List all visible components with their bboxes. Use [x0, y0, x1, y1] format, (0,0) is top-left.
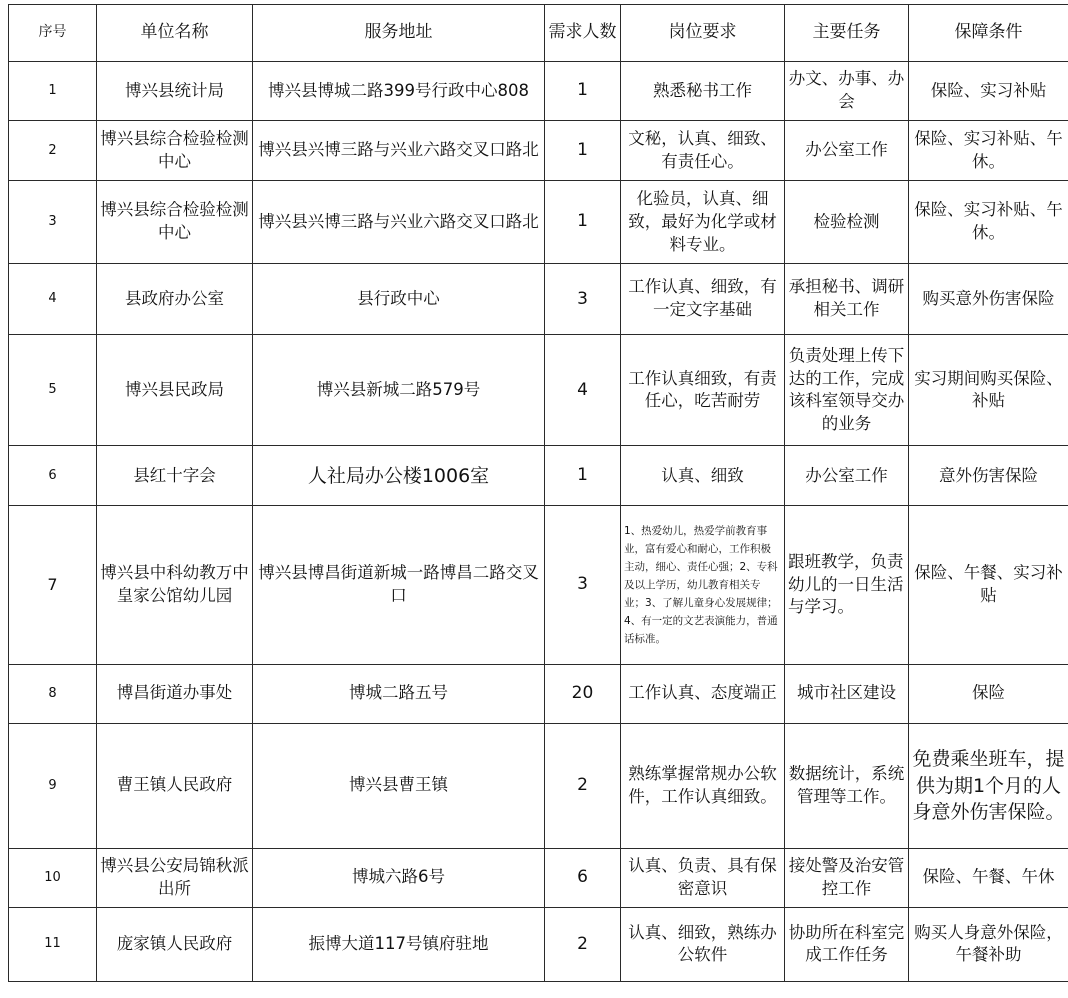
- cell-count: 2: [545, 723, 621, 848]
- cell-address: 博兴县兴博三路与兴业六路交叉口路北: [253, 181, 545, 264]
- cell-no: 9: [9, 723, 97, 848]
- cell-unit: 博兴县中科幼教万中皇家公馆幼儿园: [97, 506, 253, 664]
- cell-no: 4: [9, 264, 97, 335]
- cell-unit: 博兴县综合检验检测中心: [97, 121, 253, 181]
- cell-no: 5: [9, 335, 97, 446]
- cell-unit: 县政府办公室: [97, 264, 253, 335]
- cell-unit: 博兴县统计局: [97, 62, 253, 121]
- cell-benefit: 免费乘坐班车，提供为期1个月的人身意外伤害保险。: [909, 723, 1068, 848]
- cell-task: 办文、办事、办会: [785, 62, 909, 121]
- cell-requirement: 工作认真细致，有责任心，吃苦耐劳: [621, 335, 785, 446]
- table-row: [9, 121, 1068, 181]
- cell-benefit: 意外伤害保险: [909, 446, 1068, 506]
- cell-unit: 博昌街道办事处: [97, 664, 253, 723]
- cell-benefit: 购买人身意外保险，午餐补助: [909, 907, 1068, 981]
- cell-requirement: 认真、细致，熟练办公软件: [621, 907, 785, 981]
- table-row: [9, 181, 1068, 264]
- cell-benefit: 保险、实习补贴、午休。: [909, 121, 1068, 181]
- table-row: [9, 264, 1068, 335]
- cell-count: 20: [545, 664, 621, 723]
- cell-address: 博兴县曹王镇: [253, 723, 545, 848]
- cell-address: 博兴县博城二路399号行政中心808: [253, 62, 545, 121]
- cell-requirement: 熟练掌握常规办公软件，工作认真细致。: [621, 723, 785, 848]
- cell-task: 检验检测: [785, 181, 909, 264]
- cell-address: 县行政中心: [253, 264, 545, 335]
- cell-task: 数据统计，系统管理等工作。: [785, 723, 909, 848]
- cell-requirement: 化验员，认真、细致，最好为化学或材料专业。: [621, 181, 785, 264]
- cell-benefit: 保险、实习补贴: [909, 62, 1068, 121]
- header-address: 服务地址: [253, 5, 545, 62]
- header-count: 需求人数: [545, 5, 621, 62]
- header-requirement: 岗位要求: [621, 5, 785, 62]
- cell-count: 3: [545, 264, 621, 335]
- cell-address: 人社局办公楼1006室: [253, 446, 545, 506]
- table-row: [9, 848, 1068, 907]
- cell-count: 6: [545, 848, 621, 907]
- header-benefit: 保障条件: [909, 5, 1068, 62]
- table-row: [9, 62, 1068, 121]
- cell-benefit: 购买意外伤害保险: [909, 264, 1068, 335]
- cell-task: 办公室工作: [785, 446, 909, 506]
- cell-no: 10: [9, 848, 97, 907]
- cell-unit: 博兴县公安局锦秋派出所: [97, 848, 253, 907]
- cell-unit: 博兴县综合检验检测中心: [97, 181, 253, 264]
- cell-benefit: 保险、实习补贴、午休。: [909, 181, 1068, 264]
- cell-requirement: 熟悉秘书工作: [621, 62, 785, 121]
- cell-requirement: 1、热爱幼儿，热爱学前教育事业，富有爱心和耐心，工作积极主动，细心、责任心强；2、专科及以上学历，幼儿教育相关专业；3、了解儿童身心发展规律；4、有一定的文艺表演能力，普通话标准。: [621, 506, 785, 664]
- cell-benefit: 实习期间购买保险、补贴: [909, 335, 1068, 446]
- table-header-row: [9, 5, 1068, 62]
- cell-unit: 庞家镇人民政府: [97, 907, 253, 981]
- cell-count: 1: [545, 181, 621, 264]
- table-row: [9, 907, 1068, 981]
- cell-address: 振博大道117号镇府驻地: [253, 907, 545, 981]
- header-task: 主要任务: [785, 5, 909, 62]
- cell-count: 1: [545, 62, 621, 121]
- cell-requirement: 文秘，认真、细致、有责任心。: [621, 121, 785, 181]
- cell-count: 2: [545, 907, 621, 981]
- cell-requirement: 认真、细致: [621, 446, 785, 506]
- header-no: 序号: [9, 5, 97, 62]
- cell-count: 4: [545, 335, 621, 446]
- cell-address: 博城六路6号: [253, 848, 545, 907]
- internship-positions-table: [8, 4, 1068, 982]
- table-row: [9, 446, 1068, 506]
- cell-no: 6: [9, 446, 97, 506]
- cell-benefit: 保险、午餐、午休: [909, 848, 1068, 907]
- cell-address: 博兴县博昌街道新城一路博昌二路交叉口: [253, 506, 545, 664]
- cell-no: 8: [9, 664, 97, 723]
- cell-unit: 曹王镇人民政府: [97, 723, 253, 848]
- table-row: [9, 664, 1068, 723]
- cell-no: 11: [9, 907, 97, 981]
- cell-requirement: 认真、负责、具有保密意识: [621, 848, 785, 907]
- cell-unit: 博兴县民政局: [97, 335, 253, 446]
- header-unit: 单位名称: [97, 5, 253, 62]
- cell-address: 博兴县新城二路579号: [253, 335, 545, 446]
- cell-count: 3: [545, 506, 621, 664]
- cell-task: 负责处理上传下达的工作，完成该科室领导交办的业务: [785, 335, 909, 446]
- cell-task: 协助所在科室完成工作任务: [785, 907, 909, 981]
- cell-no: 1: [9, 62, 97, 121]
- cell-no: 3: [9, 181, 97, 264]
- cell-task: 城市社区建设: [785, 664, 909, 723]
- cell-benefit: 保险、午餐、实习补贴: [909, 506, 1068, 664]
- cell-requirement: 工作认真、细致，有一定文字基础: [621, 264, 785, 335]
- table-row: [9, 506, 1068, 664]
- cell-benefit: 保险: [909, 664, 1068, 723]
- cell-unit: 县红十字会: [97, 446, 253, 506]
- cell-requirement: 工作认真、态度端正: [621, 664, 785, 723]
- cell-count: 1: [545, 121, 621, 181]
- table-row: [9, 723, 1068, 848]
- cell-task: 承担秘书、调研相关工作: [785, 264, 909, 335]
- cell-task: 跟班教学，负责幼儿的一日生活与学习。: [785, 506, 909, 664]
- cell-task: 接处警及治安管控工作: [785, 848, 909, 907]
- cell-no: 7: [9, 506, 97, 664]
- table-row: [9, 335, 1068, 446]
- cell-no: 2: [9, 121, 97, 181]
- cell-count: 1: [545, 446, 621, 506]
- cell-address: 博城二路五号: [253, 664, 545, 723]
- cell-address: 博兴县兴博三路与兴业六路交叉口路北: [253, 121, 545, 181]
- cell-task: 办公室工作: [785, 121, 909, 181]
